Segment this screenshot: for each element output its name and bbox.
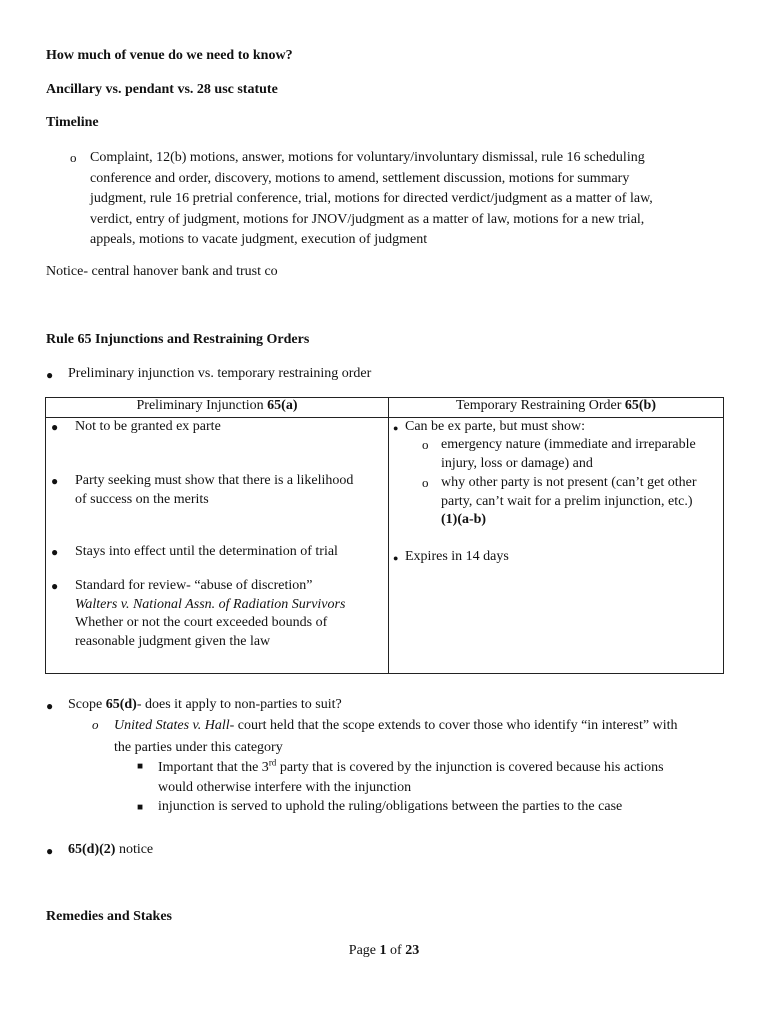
square-bullet-icon: ■	[137, 761, 144, 772]
square-bullet-icon: ■	[137, 802, 144, 813]
timeline-line: verdict, entry of judgment, motions for JNOV/judgment as a matter of law, motions for a new trial,	[90, 211, 645, 227]
item-emergency: emergency nature (immediate and irreparable injury, loss or damage) and	[441, 437, 696, 471]
timeline-line: conference and order, discovery, motions to amend, settlement discussion, motions for summary	[90, 170, 630, 186]
bullet-icon: ●	[51, 420, 59, 434]
bullet-icon: ●	[51, 579, 59, 593]
bullet-icon: ●	[393, 553, 399, 563]
notice65-line: 65(d)(2) notice	[68, 842, 154, 857]
rule65-bullet-text: Preliminary injunction vs. temporary restraining order	[68, 366, 372, 381]
o-bullet-icon: o	[70, 150, 77, 165]
bullet-icon: ●	[393, 423, 399, 433]
bullet-icon: ●	[46, 844, 54, 858]
o-bullet-icon: o	[422, 437, 429, 452]
heading-remedies: Remedies and Stakes	[46, 909, 173, 924]
o-bullet-icon: o	[422, 475, 429, 490]
cell-tro	[389, 418, 724, 674]
col-header-preliminary: Preliminary Injunction 65(a)	[46, 398, 389, 418]
case-hall: United States v. Hall	[114, 718, 230, 733]
heading-timeline: Timeline	[46, 115, 99, 130]
col-header-tro: Temporary Restraining Order 65(b)	[389, 398, 724, 418]
heading-venue: How much of venue do we need to know?	[46, 48, 293, 63]
sub-bullet-uphold: injunction is served to uphold the ruling/obligations between the parties to the case	[158, 799, 623, 814]
timeline-paragraph	[90, 148, 653, 251]
page-footer: Page 1 of 23	[348, 943, 420, 958]
item-stays: Stays into effect until the determination of trial	[75, 544, 338, 559]
notice-line: Notice- central hanover bank and trust co	[46, 264, 278, 279]
item-why: why other party is not present (can’t get other party, can’t wait for a prelim injunction, etc.) (1)(a-b)	[441, 474, 697, 530]
cell-preliminary	[46, 418, 389, 674]
item-standard: Standard for review- “abuse of discretion” Walters v. National Assn. of Radiation Survivors Whether or not the court exceeded bounds of reasonable judgment given the law	[75, 578, 346, 649]
o-bullet-icon: o	[92, 717, 99, 732]
sub-bullet-3rd-party: Important that the 3rd party that is covered by the injunction is covered because his actions would otherwise interfere with the injunction	[158, 757, 664, 795]
scope-line: Scope 65(d)- does it apply to non-parties to suit?	[68, 697, 342, 712]
item-can-be: Can be ex parte, but must show:	[405, 419, 586, 434]
item-ex-parte: Not to be granted ex parte	[75, 419, 221, 434]
bullet-icon: ●	[51, 545, 59, 559]
heading-rule65: Rule 65 Injunctions and Restraining Orders	[46, 332, 310, 347]
injunction-table	[45, 397, 724, 674]
heading-ancillary: Ancillary vs. pendant vs. 28 usc statute	[46, 82, 278, 97]
bullet-icon: ●	[46, 699, 54, 713]
item-expires: Expires in 14 days	[405, 549, 509, 564]
case-walters: Walters v. National Assn. of Radiation Survivors	[75, 596, 346, 612]
bullet-icon: ●	[46, 368, 54, 382]
timeline-line: judgment, rule 16 pretrial conference, trial, motions for directed verdict/judgment as a matter of law,	[90, 191, 653, 206]
timeline-line: Complaint, 12(b) motions, answer, motions for voluntary/involuntary dismissal, rule 16 scheduling	[90, 150, 645, 165]
hall-paragraph: United States v. Hall- court held that the scope extends to cover those who identify “in interest” with the parties under this category	[114, 718, 678, 755]
cite-1ab: (1)(a-b)	[441, 512, 487, 527]
timeline-line: appeals, motions to vacate judgment, execution of judgment	[90, 232, 428, 247]
item-likelihood: Party seeking must show that there is a likelihood of success on the merits	[75, 473, 354, 507]
bullet-icon: ●	[51, 474, 59, 488]
